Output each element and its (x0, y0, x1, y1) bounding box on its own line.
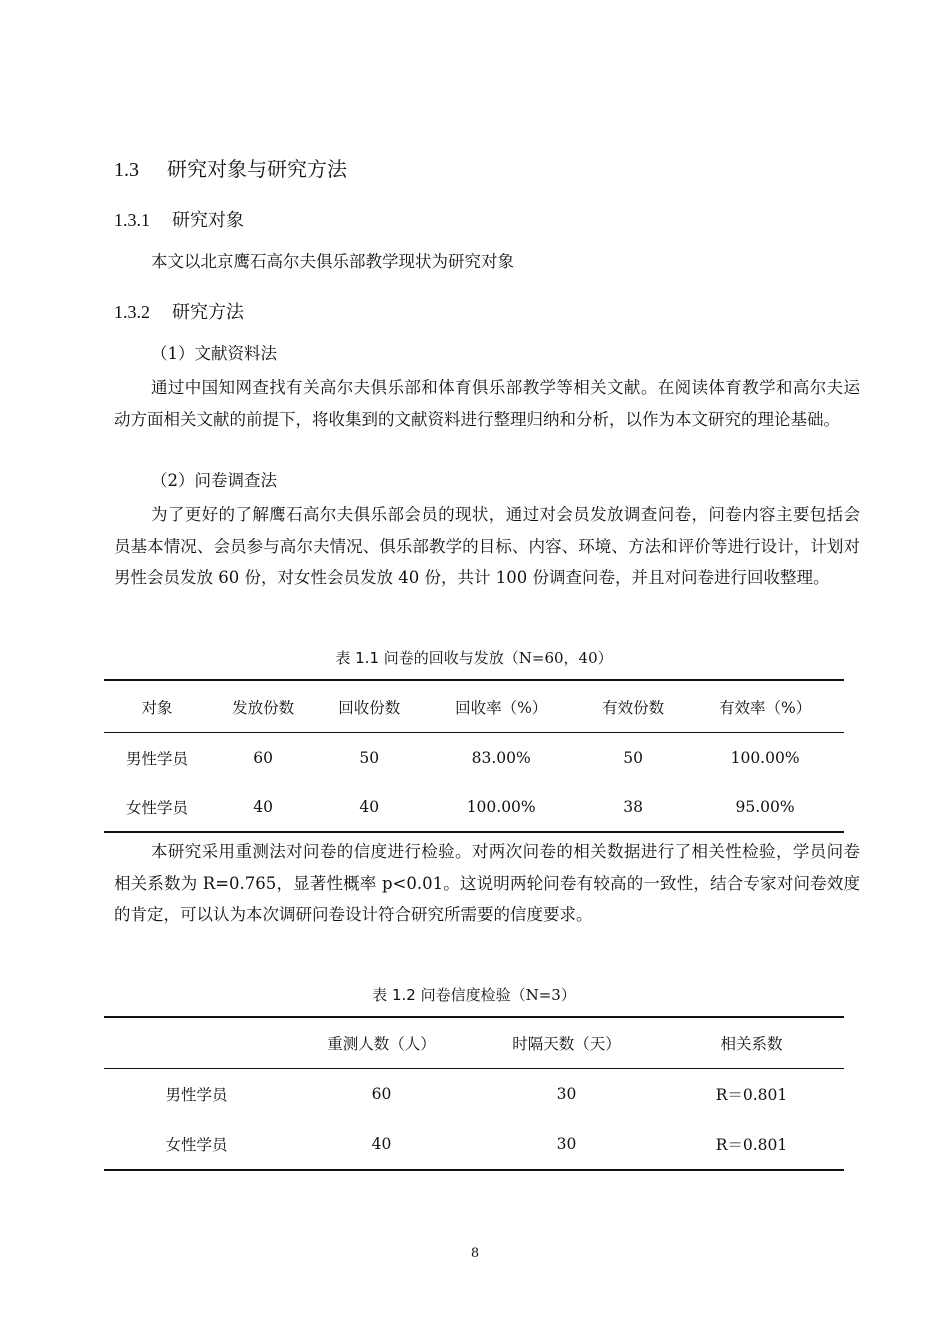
method-1-label: （1）文献资料法 (151, 344, 277, 363)
table-header-cell: 有效份数 (580, 680, 686, 733)
table-cell: 30 (556, 1085, 577, 1103)
table-1-caption-suffix: （N=60，40） (503, 649, 613, 667)
section-heading (114, 155, 347, 184)
table-header-row (104, 680, 844, 733)
table-header-row (104, 1017, 844, 1069)
table-1 (104, 679, 844, 833)
reliability-paragraph: 本研究采用重测法对问卷的信度进行检验。对两次问卷的相关数据进行了相关性检验，学员问卷相关系数为 R=0.765，显著性概率 p<0.01。这说明两轮问卷有较高的一致性，结合专家对问卷效度的肯定，可以认为本次调研问卷设计符合研究所需要的信度要求。 (114, 842, 860, 924)
table-cell: 95.00% (735, 797, 795, 816)
method-1-paragraph: 通过中国知网查找有关高尔夫俱乐部和体育俱乐部教学等相关文献。在阅读体育教学和高尔夫运动方面相关文献的前提下，将收集到的文献资料进行整理归纳和分析，以作为本文研究的理论基础。 (114, 378, 860, 429)
table-cell: 50 (623, 748, 643, 767)
table-cell: 60 (371, 1085, 392, 1103)
table-header-cell: 有效率（%） (686, 680, 844, 733)
table-cell: 38 (623, 797, 643, 816)
table-1-caption (104, 647, 844, 669)
table-2-caption (104, 984, 844, 1006)
table-cell: 100.00% (730, 748, 800, 767)
table-cell: 100.00% (466, 797, 536, 816)
table-cell: R＝0.801 (715, 1086, 788, 1104)
subsection-number: 1.3.2 (114, 302, 150, 322)
subsection-title: 研究对象 (172, 210, 244, 231)
table-2-caption-suffix: （N=3） (510, 986, 576, 1004)
table-cell: 40 (359, 797, 380, 816)
table-row (104, 782, 844, 832)
table-header-cell: 发放份数 (210, 680, 316, 733)
subsection-heading-2 (114, 299, 244, 326)
research-object-paragraph: 本文以北京鹰石高尔夫俱乐部教学现状为研究对象 (151, 252, 514, 271)
table-row (104, 1119, 844, 1170)
subsection-number: 1.3.1 (114, 210, 150, 230)
table-cell: 男性学员 (165, 1086, 228, 1104)
table-cell: 30 (556, 1135, 577, 1153)
method-2-label: （2）问卷调查法 (151, 471, 277, 490)
subsection-title: 研究方法 (172, 302, 244, 323)
table-header-cell: 时隔天数（天） (474, 1017, 659, 1069)
table-header-cell: 对象 (104, 680, 210, 733)
subsection-heading-1 (114, 207, 244, 234)
table-cell: 83.00% (471, 748, 531, 767)
method-2-paragraph: 为了更好的了解鹰石高尔夫俱乐部会员的现状，通过对会员发放调查问卷，问卷内容主要包括会员基本情况、会员参与高尔夫情况、俱乐部教学的目标、内容、环境、方法和评价等进行设计，计划对男性会员发放 60 份，对女性会员发放 40 份，共计 100 份调查问卷，并且对问卷进行回收整理。 (114, 505, 860, 587)
table-cell: 50 (359, 748, 380, 767)
page-number: 8 (470, 1246, 480, 1261)
table-header-cell: 回收份数 (316, 680, 422, 733)
table-2-caption-label: 表 1.2 问卷信度检验 (372, 986, 511, 1004)
table-cell: 60 (253, 748, 273, 767)
section-title: 研究对象与研究方法 (167, 157, 347, 181)
table-cell: R＝0.801 (715, 1136, 788, 1154)
table-cell: 女性学员 (126, 798, 189, 817)
table-header-cell: 重测人数（人） (289, 1017, 474, 1069)
section-number: 1.3 (114, 159, 139, 181)
table-header-cell: 相关系数 (659, 1017, 844, 1069)
table-cell: 40 (253, 797, 273, 816)
table-header-cell (104, 1017, 289, 1069)
table-row (104, 1069, 844, 1120)
table-1-caption-label: 表 1.1 问卷的回收与发放 (335, 649, 504, 667)
table-header-cell: 回收率（%） (422, 680, 580, 733)
table-cell: 女性学员 (165, 1136, 228, 1154)
table-2 (104, 1016, 844, 1171)
table-cell: 40 (371, 1135, 392, 1153)
table-cell: 男性学员 (126, 749, 189, 768)
table-row (104, 733, 844, 783)
